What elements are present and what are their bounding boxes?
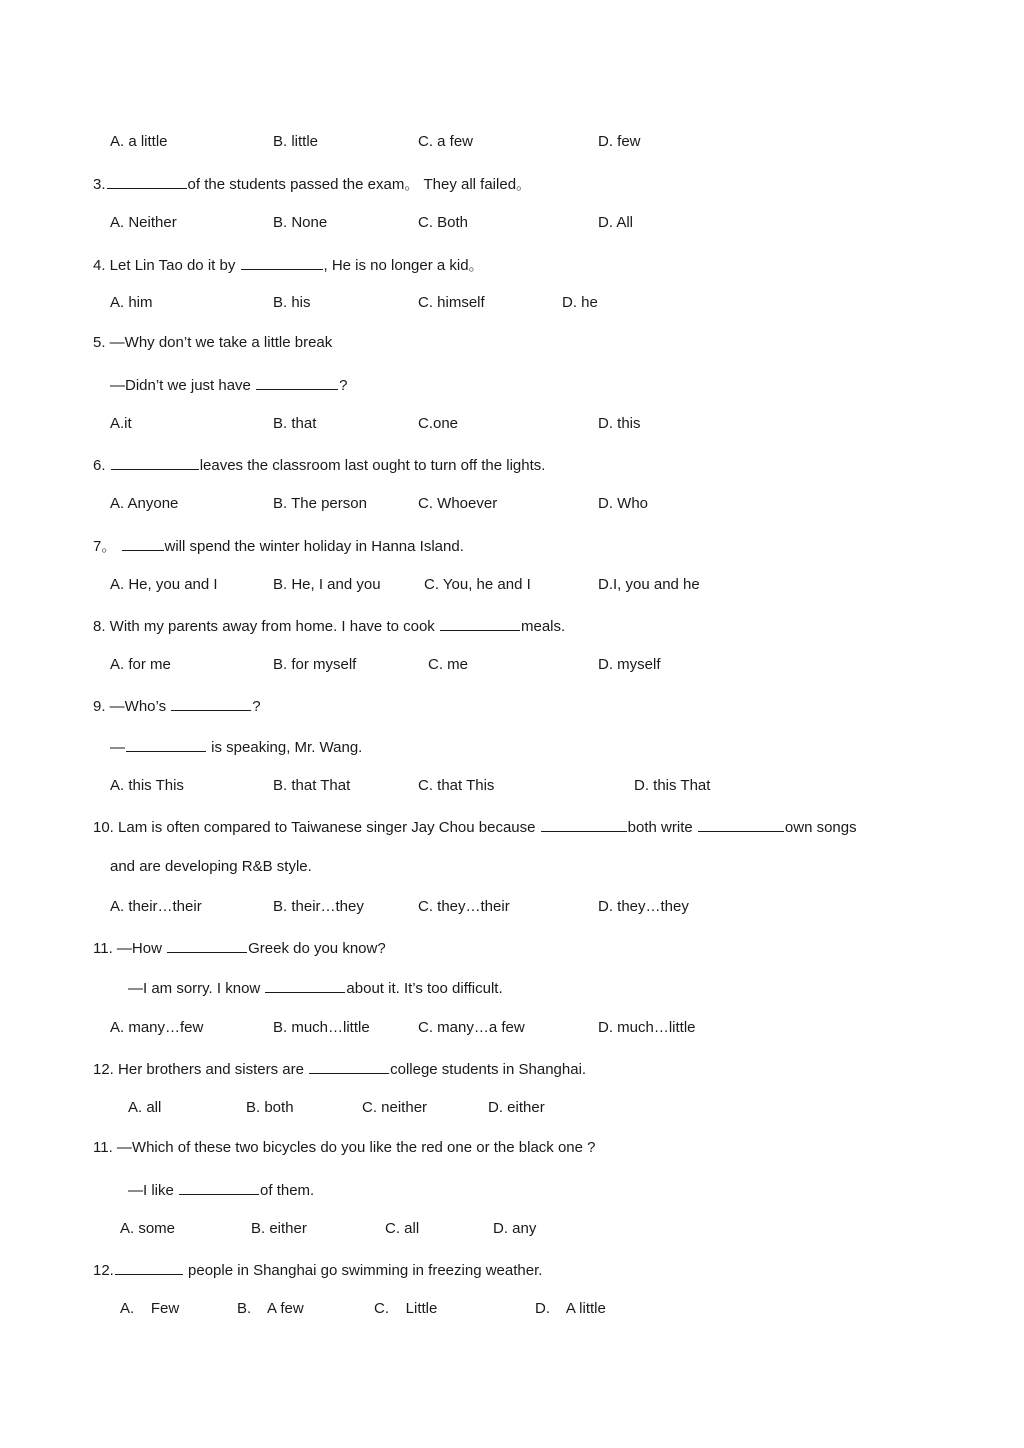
option-b: B. None	[273, 214, 328, 231]
question-text: 12. Her brothers and sisters are	[93, 1061, 304, 1078]
option-d: D. he	[562, 294, 598, 311]
question-10-continued	[110, 857, 312, 877]
option-a: A. him	[110, 294, 153, 311]
question-text: will spend the winter holiday in Hanna Island.	[164, 538, 464, 555]
option-d: D.I, you and he	[598, 576, 700, 593]
question-11-text	[93, 937, 386, 959]
question-text: of them.	[260, 1182, 315, 1199]
answer-blank	[440, 615, 520, 631]
question-5-text	[93, 333, 332, 353]
question-text: leaves the classroom last ought to turn off the lights.	[199, 457, 546, 474]
answer-blank	[256, 374, 338, 390]
answer-blank	[171, 695, 251, 711]
option-b: B. He, I and you	[273, 576, 381, 593]
option-a: A. all	[128, 1099, 162, 1116]
option-c: C. that This	[418, 777, 495, 794]
option-c: C. neither	[362, 1099, 428, 1116]
option-b: B. for myself	[273, 656, 357, 673]
answer-blank	[126, 736, 206, 752]
option-d: D. few	[598, 133, 641, 150]
option-a: A. for me	[110, 656, 171, 673]
question-text: Greek do you know?	[248, 940, 386, 957]
answer-blank	[309, 1058, 389, 1074]
question-text: is speaking, Mr. Wang.	[211, 739, 363, 756]
question-text: both write	[627, 819, 693, 836]
option-b: B. A few	[237, 1300, 304, 1317]
question-12b-text	[93, 1259, 542, 1281]
option-d: D. A little	[535, 1300, 606, 1317]
option-b: B. either	[251, 1220, 307, 1237]
option-a: A. Neither	[110, 214, 177, 231]
option-b: B. much…little	[273, 1019, 370, 1036]
option-c: C.one	[418, 415, 459, 432]
answer-blank	[122, 535, 164, 551]
question-7-text	[93, 535, 464, 557]
option-d: D. any	[493, 1220, 537, 1237]
question-text: about it. It’s too difficult.	[346, 980, 503, 997]
question-text: meals.	[520, 618, 566, 635]
option-c: C. Little	[374, 1300, 438, 1317]
question-text: —Didn’t we just have	[110, 377, 251, 394]
option-a: A. Anyone	[110, 495, 179, 512]
option-a: A. Few	[120, 1300, 180, 1317]
option-b: B. The person	[273, 495, 367, 512]
answer-blank	[111, 454, 199, 470]
answer-blank	[265, 977, 345, 993]
question-text: college students in Shanghai.	[390, 1061, 587, 1078]
question-text: of the students passed the exam。 They all failed。	[187, 176, 532, 193]
option-a: A. many…few	[110, 1019, 204, 1036]
question-text: , He is no longer a kid。	[323, 257, 484, 274]
question-text: 5. —Why don’t we take a little break	[93, 334, 333, 351]
question-8-text	[93, 615, 565, 637]
option-d: D. Who	[598, 495, 649, 512]
question-text: 4. Let Lin Tao do it by	[93, 257, 236, 274]
question-text: —I like	[128, 1182, 174, 1199]
option-d: D. they…they	[598, 898, 689, 915]
option-c: C. they…their	[418, 898, 510, 915]
option-c: C. many…a few	[418, 1019, 525, 1036]
question-11b-reply	[128, 1179, 314, 1201]
option-b: B. his	[273, 294, 311, 311]
question-text: ?	[339, 377, 348, 394]
option-d: D. All	[598, 214, 634, 231]
option-d: D. this	[598, 415, 641, 432]
option-c: C. Whoever	[418, 495, 498, 512]
question-11-reply	[128, 977, 503, 999]
option-c: C. Both	[418, 214, 469, 231]
question-10-text	[93, 816, 857, 838]
option-d: D. this That	[634, 777, 711, 794]
answer-blank	[115, 1259, 183, 1275]
option-a: A. this This	[110, 777, 184, 794]
question-text: 10. Lam is often compared to Taiwanese singer Jay Chou because	[93, 819, 536, 836]
option-b: B. their…they	[273, 898, 364, 915]
answer-blank	[167, 937, 247, 953]
option-b: B. both	[246, 1099, 294, 1116]
option-d: D. myself	[598, 656, 661, 673]
question-5-reply	[110, 374, 347, 396]
question-text: 11. —How	[93, 940, 162, 957]
question-number: 3.	[93, 176, 106, 193]
option-c: C. a few	[418, 133, 474, 150]
option-c: C. all	[385, 1220, 420, 1237]
option-a: A. their…their	[110, 898, 202, 915]
question-text: own songs	[784, 819, 857, 836]
answer-blank	[698, 816, 784, 832]
option-d: D. either	[488, 1099, 545, 1116]
option-a: A.it	[110, 415, 132, 432]
question-text: 11. —Which of these two bicycles do you like the red one or the black one ?	[93, 1139, 596, 1156]
option-a: A. some	[120, 1220, 176, 1237]
option-a: A. He, you and I	[110, 576, 218, 593]
option-d: D. much…little	[598, 1019, 696, 1036]
question-12-text	[93, 1058, 586, 1080]
question-text: and are developing R&B style.	[110, 858, 312, 875]
option-c: C. himself	[418, 294, 485, 311]
answer-blank	[241, 254, 323, 270]
option-b: B. that	[273, 415, 317, 432]
question-text: people in Shanghai go swimming in freezing weather.	[188, 1262, 543, 1279]
question-number: 6.	[93, 457, 106, 474]
option-b: B. that That	[273, 777, 351, 794]
option-b: B. little	[273, 133, 319, 150]
question-3-text	[93, 173, 531, 195]
option-c: C. You, he and I	[424, 576, 531, 593]
question-text: ?	[252, 698, 261, 715]
question-6-text	[93, 454, 545, 476]
question-number: 12.	[93, 1262, 114, 1279]
question-text: 8. With my parents away from home. I have to cook	[93, 618, 435, 635]
question-9-reply	[110, 736, 362, 758]
option-c: C. me	[428, 656, 469, 673]
question-text: —I am sorry. I know	[128, 980, 261, 997]
question-4-text	[93, 254, 484, 276]
answer-blank	[107, 173, 187, 189]
answer-blank	[179, 1179, 259, 1195]
question-9-text	[93, 695, 261, 717]
question-11b-text	[93, 1138, 596, 1158]
answer-blank	[541, 816, 627, 832]
option-a: A. a little	[110, 133, 168, 150]
question-number: 7。	[93, 538, 117, 555]
question-text: 9. —Who’s	[93, 698, 167, 715]
question-text: —	[110, 739, 125, 756]
